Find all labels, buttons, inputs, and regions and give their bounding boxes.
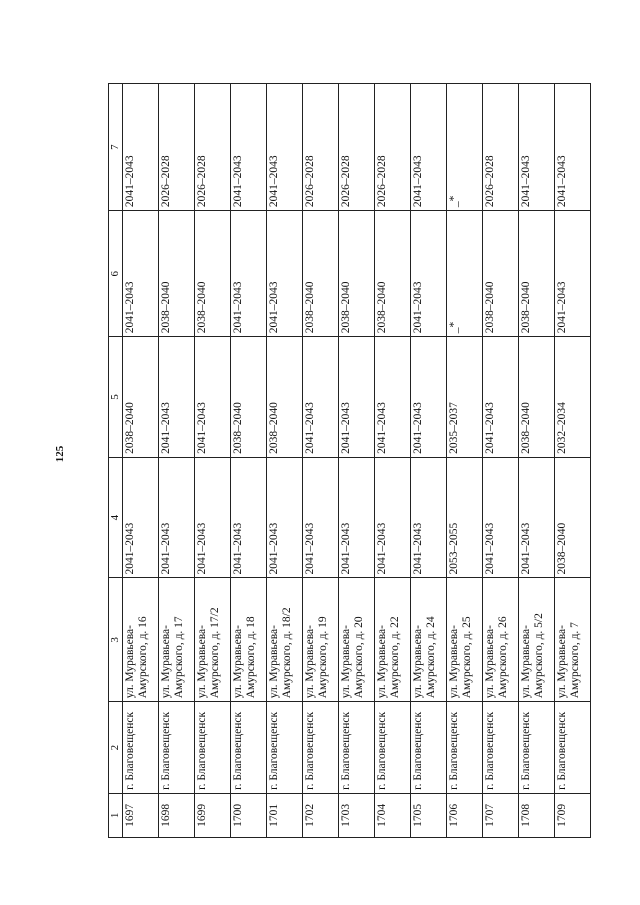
cell-address: ул. Муравьева-Амурского, д. 17/2 (195, 578, 231, 702)
cell-row-number: 1704 (375, 793, 411, 837)
cell-period-col-4: 2041–2043 (339, 457, 375, 578)
cell-period-col-5: 2041–2043 (339, 337, 375, 458)
cell-period-col-7: 2026–2028 (303, 84, 339, 211)
cell-period-col-6: 2038–2040 (375, 211, 411, 337)
cell-city: г. Благовещенск (159, 702, 195, 794)
cell-period-col-7: 2041–2043 (411, 84, 447, 211)
cell-address: ул. Муравьева-Амурского, д. 20 (339, 578, 375, 702)
cell-period-col-6: 2041–2043 (267, 211, 303, 337)
cell-row-number: 1706 (447, 793, 483, 837)
cell-period-col-4: 2041–2043 (195, 457, 231, 578)
cell-city: г. Благовещенск (231, 702, 267, 794)
cell-period-col-6: 2038–2040 (195, 211, 231, 337)
cell-row-number: 1699 (195, 793, 231, 837)
cell-address: ул. Муравьева-Амурского, д. 25 (447, 578, 483, 702)
header-cell-1: 1 (109, 793, 123, 837)
cell-city: г. Благовещенск (123, 702, 159, 794)
cell-city: г. Благовещенск (267, 702, 303, 794)
cell-period-col-5: 2041–2043 (159, 337, 195, 458)
cell-period-col-4: 2041–2043 (159, 457, 195, 578)
cell-period-col-7: 2041–2043 (519, 84, 555, 211)
cell-address: ул. Муравьева-Амурского, д. 5/2 (519, 578, 555, 702)
cell-period-col-5: 2041–2043 (195, 337, 231, 458)
cell-city: г. Благовещенск (195, 702, 231, 794)
table-container (108, 83, 581, 838)
cell-period-col-7: 2041–2043 (555, 84, 591, 211)
cell-period-col-5: 2032–2034 (555, 337, 591, 458)
cell-period-col-4: 2041–2043 (483, 457, 519, 578)
table-row (195, 84, 231, 838)
header-cell-4: 4 (109, 457, 123, 578)
cell-period-col-4: 2041–2043 (519, 457, 555, 578)
cell-city: г. Благовещенск (375, 702, 411, 794)
cell-city: г. Благовещенск (411, 702, 447, 794)
cell-period-col-4: 2041–2043 (375, 457, 411, 578)
cell-period-col-4: 2041–2043 (411, 457, 447, 578)
cell-row-number: 1703 (339, 793, 375, 837)
cell-address: ул. Муравьева-Амурского, д. 19 (303, 578, 339, 702)
cell-address: ул. Муравьева-Амурского, д. 17 (159, 578, 195, 702)
cell-address: ул. Муравьева-Амурского, д. 24 (411, 578, 447, 702)
cell-period-col-6: 2038–2040 (303, 211, 339, 337)
table-row (375, 84, 411, 838)
cell-period-col-6: 2041–2043 (123, 211, 159, 337)
cell-address: ул. Муравьева-Амурского, д. 22 (375, 578, 411, 702)
table-row (267, 84, 303, 838)
cell-period-col-7: 2026–2028 (375, 84, 411, 211)
table-row (483, 84, 519, 838)
page-number: 125 (54, 445, 66, 463)
cell-period-col-7: 2026–2028 (483, 84, 519, 211)
cell-city: г. Благовещенск (555, 702, 591, 794)
cell-period-col-4: 2038–2040 (555, 457, 591, 578)
cell-period-col-6: 2038–2040 (483, 211, 519, 337)
cell-period-col-7: 2026–2028 (339, 84, 375, 211)
table-row (411, 84, 447, 838)
cell-period-col-6: 2038–2040 (159, 211, 195, 337)
cell-city: г. Благовещенск (519, 702, 555, 794)
cell-period-col-4: 2053–2055 (447, 457, 483, 578)
cell-period-col-5: 2041–2043 (483, 337, 519, 458)
cell-period-col-5: 2041–2043 (375, 337, 411, 458)
cell-period-col-5: 2038–2040 (231, 337, 267, 458)
cell-period-col-7: 2041–2043 (231, 84, 267, 211)
cell-address: ул. Муравьева-Амурского, д. 16 (123, 578, 159, 702)
table-row (123, 84, 159, 838)
cell-address: ул. Муравьева-Амурского, д. 18/2 (267, 578, 303, 702)
header-cell-5: 5 (109, 337, 123, 458)
cell-period-col-5: 2041–2043 (303, 337, 339, 458)
cell-row-number: 1702 (303, 793, 339, 837)
header-cell-3: 3 (109, 578, 123, 702)
cell-period-col-5: 2038–2040 (123, 337, 159, 458)
cell-period-col-4: 2041–2043 (267, 457, 303, 578)
table-row (339, 84, 375, 838)
cell-row-number: 1707 (483, 793, 519, 837)
cell-period-col-7: _* (447, 84, 483, 211)
cell-period-col-4: 2041–2043 (231, 457, 267, 578)
table-row (447, 84, 483, 838)
table-header-row (109, 84, 123, 838)
cell-period-col-6: 2041–2043 (231, 211, 267, 337)
cell-address: ул. Муравьева-Амурского, д. 7 (555, 578, 591, 702)
cell-row-number: 1708 (519, 793, 555, 837)
cell-period-col-7: 2041–2043 (267, 84, 303, 211)
table-row (231, 84, 267, 838)
cell-address: ул. Муравьева-Амурского, д. 26 (483, 578, 519, 702)
table-row (519, 84, 555, 838)
cell-period-col-7: 2026–2028 (159, 84, 195, 211)
table-row (303, 84, 339, 838)
cell-period-col-4: 2041–2043 (123, 457, 159, 578)
cell-period-col-6: 2038–2040 (339, 211, 375, 337)
header-cell-2: 2 (109, 702, 123, 794)
cell-row-number: 1700 (231, 793, 267, 837)
cell-period-col-6: 2041–2043 (555, 211, 591, 337)
cell-period-col-6: _* (447, 211, 483, 337)
cell-city: г. Благовещенск (303, 702, 339, 794)
cell-row-number: 1698 (159, 793, 195, 837)
cell-row-number: 1705 (411, 793, 447, 837)
table-row (555, 84, 591, 838)
data-table (108, 83, 591, 838)
header-cell-6: 6 (109, 211, 123, 337)
cell-city: г. Благовещенск (339, 702, 375, 794)
cell-row-number: 1697 (123, 793, 159, 837)
cell-period-col-5: 2041–2043 (411, 337, 447, 458)
cell-period-col-4: 2041–2043 (303, 457, 339, 578)
cell-address: ул. Муравьева-Амурского, д. 18 (231, 578, 267, 702)
cell-period-col-5: 2038–2040 (267, 337, 303, 458)
cell-row-number: 1709 (555, 793, 591, 837)
table-row (159, 84, 195, 838)
cell-period-col-7: 2026–2028 (195, 84, 231, 211)
cell-period-col-6: 2038–2040 (519, 211, 555, 337)
cell-period-col-5: 2035–2037 (447, 337, 483, 458)
cell-city: г. Благовещенск (447, 702, 483, 794)
cell-period-col-5: 2038–2040 (519, 337, 555, 458)
cell-period-col-7: 2041–2043 (123, 84, 159, 211)
cell-city: г. Благовещенск (483, 702, 519, 794)
header-cell-7: 7 (109, 84, 123, 211)
cell-period-col-6: 2041–2043 (411, 211, 447, 337)
table-body (109, 84, 591, 838)
cell-row-number: 1701 (267, 793, 303, 837)
